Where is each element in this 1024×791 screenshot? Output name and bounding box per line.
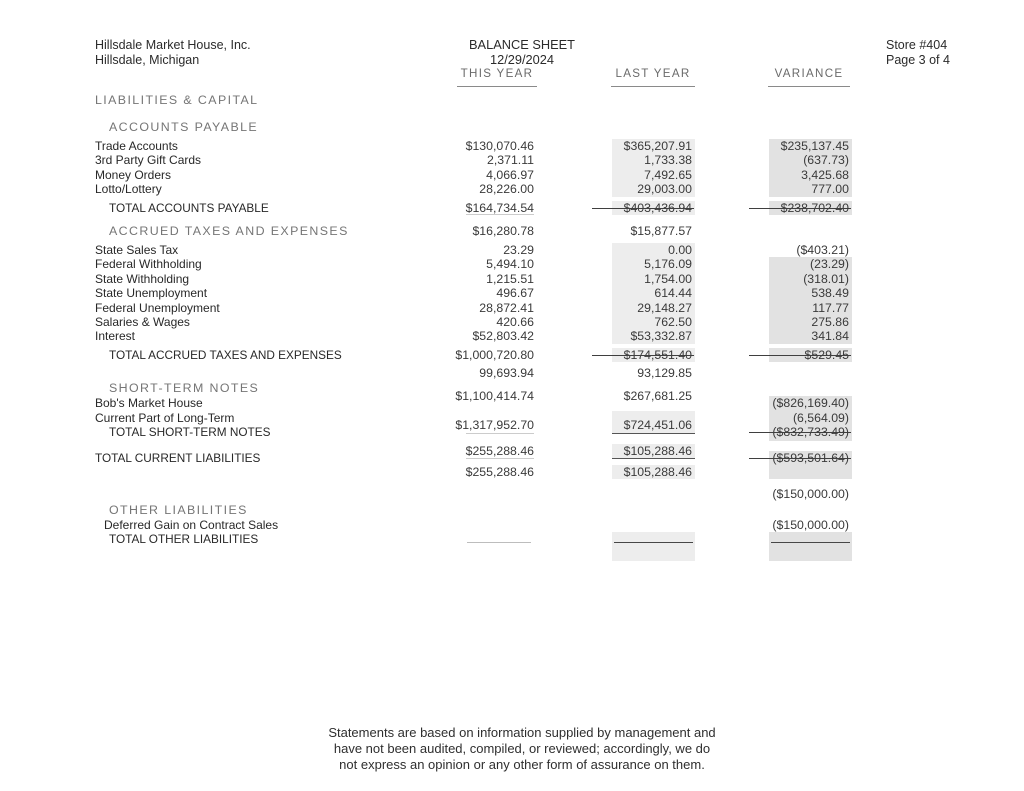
cell-last-year: $15,877.57 — [630, 223, 692, 238]
report-row — [0, 139, 1024, 153]
cell-last-year: $105,288.46 — [612, 465, 695, 479]
report-row — [0, 418, 1024, 440]
cell-variance — [769, 465, 852, 479]
page-indicator: Page 3 of 4 — [886, 52, 950, 67]
cell-last-year — [612, 487, 695, 501]
report-row — [0, 389, 1024, 411]
row-label — [95, 366, 440, 380]
row-label: TOTAL ACCRUED TAXES AND EXPENSES — [109, 347, 342, 362]
row-label: TOTAL SHORT-TERM NOTES — [109, 425, 271, 440]
cell-variance: ($826,169.40) — [769, 396, 852, 410]
cell-this-year: 4,066.97 — [486, 167, 534, 182]
row-label: OTHER LIABILITIES — [109, 502, 248, 517]
cell-last-year — [612, 502, 695, 518]
row-label: Deferred Gain on Contract Sales — [104, 517, 279, 532]
cell-last-year: 1,754.00 — [612, 272, 695, 286]
cell-this-year: 1,215.51 — [486, 271, 534, 286]
cell-variance: 117.77 — [769, 301, 852, 315]
cell-last-year — [612, 92, 695, 108]
row-label: ACCOUNTS PAYABLE — [109, 120, 259, 134]
cell-this-year: 5,494.10 — [486, 257, 534, 272]
company-location: Hillsdale, Michigan — [95, 52, 200, 67]
cell-last-year: $105,288.46 — [612, 444, 695, 459]
cell-variance: ($832,733.49) — [769, 425, 852, 440]
cell-this-year: 23.29 — [503, 242, 534, 257]
report-row — [0, 272, 1024, 286]
cell-this-year: $130,070.46 — [465, 139, 534, 153]
row-label: Money Orders — [95, 167, 172, 182]
cell-last-year: 762.50 — [612, 315, 695, 329]
report-row — [0, 487, 1024, 501]
cell-this-year: 28,872.41 — [479, 300, 534, 315]
cell-last-year: $53,332.87 — [612, 329, 695, 343]
cell-this-year: $16,280.78 — [472, 223, 534, 238]
report-row — [0, 366, 1024, 380]
cell-last-year: 1,733.38 — [612, 153, 695, 167]
row-label: Federal Unemployment — [95, 300, 220, 315]
row-label: SHORT-TERM NOTES — [109, 381, 260, 396]
cell-this-year — [440, 502, 537, 518]
cell-this-year: 420.66 — [496, 314, 534, 329]
cell-this-year — [440, 119, 537, 135]
cell-last-year: 29,148.27 — [612, 301, 695, 315]
disclaimer — [20, 725, 1024, 773]
row-label: Lotto/Lottery — [95, 182, 162, 197]
cell-variance — [769, 532, 852, 546]
cell-variance: ($150,000.00) — [772, 487, 849, 502]
report-date: 12/29/2024 — [489, 51, 555, 67]
report-row — [0, 301, 1024, 315]
report-row — [0, 243, 1024, 257]
cell-this-year: $1,000,720.80 — [455, 347, 534, 362]
row-label: 3rd Party Gift Cards — [95, 153, 202, 168]
cell-this-year: $1,100,414.74 — [455, 389, 534, 404]
report-title: BALANCE SHEET — [469, 37, 575, 52]
cell-this-year: $255,288.46 — [440, 444, 537, 459]
row-label: Current Part of Long-Term — [95, 410, 235, 425]
row-label: Bob's Market House — [95, 396, 203, 411]
report-row — [0, 108, 1024, 119]
cell-this-year: $255,288.46 — [465, 465, 534, 480]
cell-last-year: 93,129.85 — [637, 366, 692, 381]
column-header-this-year: THIS YEAR — [457, 67, 537, 87]
cell-variance — [769, 223, 852, 239]
report-row — [0, 223, 1024, 239]
cell-variance: ($403.21) — [796, 242, 849, 257]
report-body — [0, 92, 1024, 561]
cell-last-year: 7,492.65 — [612, 168, 695, 182]
cell-last-year: 614.44 — [612, 286, 695, 300]
row-label — [95, 547, 440, 561]
disclaimer-line: Statements are based on information supplied by management and — [328, 725, 716, 740]
store-page-block — [886, 38, 950, 67]
company-block — [95, 38, 251, 67]
report-row — [0, 153, 1024, 167]
row-label: State Unemployment — [95, 286, 208, 301]
cell-variance: (6,564.09) — [769, 411, 852, 425]
cell-variance: 341.84 — [769, 329, 852, 343]
report-row — [0, 92, 1024, 108]
row-label: TOTAL OTHER LIABILITIES — [109, 532, 259, 547]
report-row — [0, 315, 1024, 329]
row-label: State Withholding — [95, 271, 190, 286]
report-row — [0, 168, 1024, 182]
row-label: LIABILITIES & CAPITAL — [95, 93, 259, 107]
report-row — [0, 443, 1024, 465]
report-row — [0, 329, 1024, 343]
company-name: Hillsdale Market House, Inc. — [95, 38, 251, 52]
row-label — [95, 487, 440, 501]
cell-this-year: $52,803.42 — [472, 329, 534, 344]
row-label: State Sales Tax — [95, 242, 179, 257]
cell-last-year — [612, 547, 695, 561]
cell-variance: $235,137.45 — [769, 139, 852, 153]
cell-variance — [769, 92, 852, 108]
row-label — [95, 465, 440, 479]
column-header-variance: VARIANCE — [768, 67, 850, 87]
row-label: Trade Accounts — [95, 139, 178, 153]
cell-variance — [769, 547, 852, 561]
cell-variance: (23.29) — [769, 257, 852, 271]
cell-variance: 777.00 — [769, 182, 852, 196]
cell-this-year: 496.67 — [496, 286, 534, 301]
report-row — [0, 119, 1024, 135]
cell-this-year: 99,693.94 — [479, 366, 534, 381]
report-row — [0, 532, 1024, 546]
cell-variance — [769, 502, 852, 518]
cell-variance: $238,702.40 — [769, 201, 852, 215]
cell-variance — [769, 119, 852, 135]
report-row — [0, 286, 1024, 300]
report-row — [0, 502, 1024, 518]
cell-variance: 275.86 — [769, 315, 852, 329]
cell-variance: ($150,000.00) — [772, 517, 849, 532]
report-row — [0, 215, 1024, 223]
cell-last-year: $267,681.25 — [623, 389, 692, 404]
row-label: Interest — [95, 329, 136, 344]
report-row — [0, 518, 1024, 532]
cell-last-year: $724,451.06 — [612, 418, 695, 433]
report-row — [0, 547, 1024, 561]
cell-variance: $529.45 — [769, 348, 852, 362]
report-title-block — [402, 38, 642, 67]
cell-last-year: 5,176.09 — [612, 257, 695, 271]
cell-this-year: 28,226.00 — [479, 182, 534, 197]
report-row — [0, 257, 1024, 271]
cell-last-year: $365,207.91 — [612, 139, 695, 153]
cell-this-year — [440, 487, 537, 501]
cell-variance: ($593,501.64) — [769, 451, 852, 466]
row-label: TOTAL CURRENT LIABILITIES — [95, 450, 261, 465]
disclaimer-line: not express an opinion or any other form of assurance on them. — [339, 757, 705, 772]
cell-this-year: $164,734.54 — [440, 201, 537, 215]
cell-this-year: 2,371.11 — [487, 153, 534, 168]
cell-this-year: $1,317,952.70 — [440, 418, 537, 433]
cell-last-year — [612, 518, 695, 532]
row-label: Salaries & Wages — [95, 314, 190, 329]
report-row — [0, 465, 1024, 479]
report-row — [0, 348, 1024, 362]
cell-last-year: $174,551.40 — [612, 348, 695, 362]
cell-last-year — [612, 119, 695, 135]
cell-variance — [769, 380, 852, 396]
report-row — [0, 201, 1024, 215]
cell-this-year — [440, 518, 537, 532]
cell-last-year: 29,003.00 — [612, 182, 695, 196]
cell-last-year: 0.00 — [612, 243, 695, 257]
report-row — [0, 479, 1024, 487]
cell-this-year — [440, 532, 537, 546]
cell-variance: (637.73) — [769, 153, 852, 167]
disclaimer-line: have not been audited, compiled, or reviewed; accordingly, we do — [333, 741, 711, 756]
cell-this-year — [440, 547, 537, 561]
row-label: Federal Withholding — [95, 257, 202, 272]
cell-variance: (318.01) — [769, 272, 852, 286]
report-row — [0, 182, 1024, 196]
cell-variance — [769, 366, 852, 380]
row-label: ACCRUED TAXES AND EXPENSES — [109, 223, 349, 238]
cell-variance: 3,425.68 — [769, 168, 852, 182]
cell-last-year: $403,436.94 — [612, 201, 695, 215]
store-number: Store #404 — [886, 38, 948, 52]
column-header-last-year: LAST YEAR — [611, 67, 695, 87]
cell-this-year — [440, 92, 537, 108]
row-label: TOTAL ACCOUNTS PAYABLE — [109, 200, 269, 215]
cell-last-year — [612, 532, 695, 546]
cell-variance: 538.49 — [769, 286, 852, 300]
